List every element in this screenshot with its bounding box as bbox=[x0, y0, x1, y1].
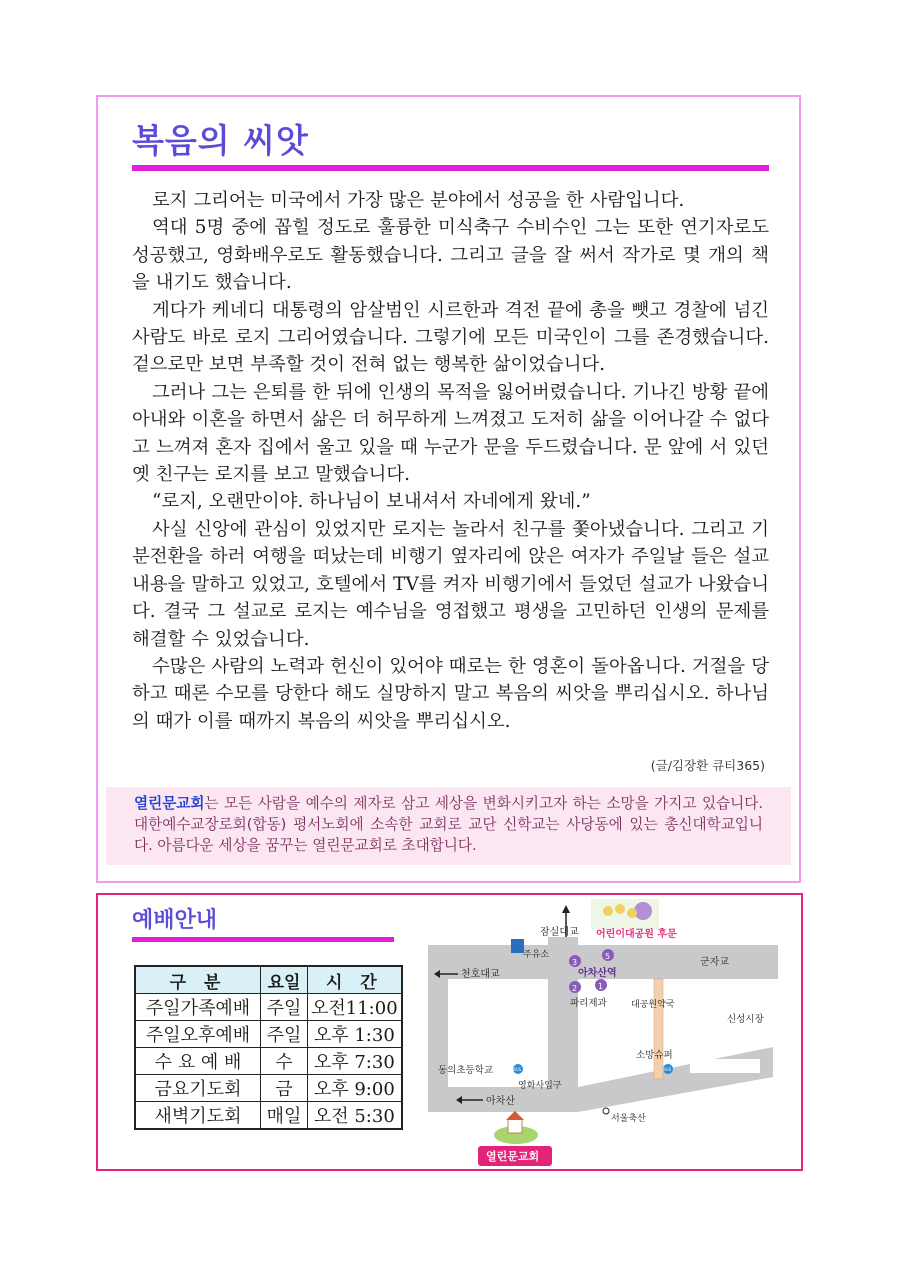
map-park-tree bbox=[615, 904, 625, 914]
service-day: 주일 bbox=[261, 994, 308, 1021]
worship-box bbox=[96, 893, 803, 1171]
article-paragraph: 사실 신앙에 관심이 있었지만 로지는 놀라서 친구를 쫓아냈습니다. 그리고 기분전환을 하러 여행을 떠났는데 비행기 옆자리에 앉은 여자가 주일날 들은 설교 내용을 말하고 있었고, 호텔에서 TV를 켜자 비행기에서 들었던 설교가 나왔습니다. 결국 그 설교로 로지는 예수님을 영접했고 평생을 고민하던 인생의 문제를 해결할 수 있었습니다. bbox=[132, 518, 769, 650]
title-underline bbox=[132, 165, 769, 171]
service-name: 주일오후예배 bbox=[135, 1021, 261, 1048]
map-label-yeonghwa: 영화사입구 bbox=[518, 1081, 562, 1091]
map-street-somang bbox=[654, 979, 663, 1079]
church-name: 열린문교회 bbox=[134, 795, 205, 812]
service-day: 매일 bbox=[261, 1102, 308, 1130]
header-day: 요일 bbox=[261, 966, 308, 994]
service-time: 오전11:00 bbox=[308, 994, 402, 1021]
header-time: 시 간 bbox=[308, 966, 402, 994]
article-paragraph: 수많은 사람의 노력과 헌신이 있어야 때로는 한 영혼이 돌아옵니다. 거절을 당하고 때론 수모를 당한다 해도 실망하지 말고 복음의 씨앗을 뿌리십시오. 하나님의 때가 이를 때까지 복음의 씨앗을 뿌리십시오. bbox=[132, 655, 769, 732]
map-label-achasan: 아차산 bbox=[486, 1096, 515, 1107]
map-label-cheonho: 천호대교 bbox=[461, 969, 500, 980]
service-name: 수 요 예 배 bbox=[135, 1048, 261, 1075]
service-day: 금 bbox=[261, 1075, 308, 1102]
article-box bbox=[96, 95, 801, 883]
church-building-icon bbox=[508, 1119, 522, 1133]
church-intro-text: 는 모든 사람을 예수의 제자로 삼고 세상을 변화시키고자 하는 소망을 가지고 있습니다. 대한예수교장로회(합동) 평서노회에 소속한 교회로 교단 신학교는 사당동에 있는 총신대학교입니다. 아름다운 세상을 꿈꾸는 열린문교회로 초대합니다. bbox=[134, 795, 763, 854]
service-day: 주일 bbox=[261, 1021, 308, 1048]
exit-number: 3 bbox=[572, 958, 578, 967]
map-label-gunja: 군자교 bbox=[700, 957, 729, 968]
service-time: 오전 5:30 bbox=[308, 1102, 402, 1130]
map-label-somang: 소망슈퍼 bbox=[636, 1050, 673, 1061]
church-intro bbox=[106, 787, 791, 865]
article-quote: “로지, 오랜만이야. 하나님이 보내셔서 자네에게 왔네.” bbox=[152, 491, 591, 513]
church-location-map bbox=[428, 897, 778, 1169]
map-label-park: 어린이대공원 후문 bbox=[596, 929, 677, 940]
table-header-row bbox=[135, 966, 402, 994]
article-paragraph: 역대 5명 중에 꼽힐 정도로 훌륭한 미식축구 수비수인 그는 또한 연기자로도 성공했고, 영화배우로도 활동했습니다. 그리고 글을 잘 써서 작가로 몇 개의 책을 내기도 했습니다. bbox=[132, 217, 769, 294]
map-park-umbrella bbox=[634, 902, 652, 920]
service-time: 오후 1:30 bbox=[308, 1021, 402, 1048]
map-label-station: 아차산역 bbox=[578, 968, 617, 979]
table-row bbox=[135, 1075, 402, 1102]
table-row bbox=[135, 1048, 402, 1075]
map-label-dongui: 동의초등학교 bbox=[438, 1065, 494, 1076]
article-paragraph: 게다가 케네디 대통령의 암살범인 시르한과 격전 끝에 총을 뺏고 경찰에 넘긴 사람도 바로 로지 그리어였습니다. 그렇기에 모든 미국인이 그를 존경했습니다. 겉으로만 보면 부족할 것이 전혀 없는 행복한 삶이었습니다. bbox=[132, 299, 769, 376]
worship-schedule-table bbox=[134, 965, 403, 1130]
map-label-jamsil: 잠실대교 bbox=[540, 927, 579, 938]
article-body bbox=[132, 187, 769, 735]
service-name: 주일가족예배 bbox=[135, 994, 261, 1021]
worship-title: 예배안내 bbox=[132, 908, 218, 933]
article-source: (글/김장환 큐티365) bbox=[650, 758, 765, 773]
table-row bbox=[135, 1102, 402, 1130]
map-road-lower bbox=[428, 1047, 773, 1112]
map-label-sinseong: 신성시장 bbox=[727, 1014, 764, 1025]
map-park-tree bbox=[603, 906, 613, 916]
article-paragraph: 로지 그리어는 미국에서 가장 많은 분야에서 성공을 한 사람입니다. bbox=[152, 190, 685, 211]
service-day: 수 bbox=[261, 1048, 308, 1075]
service-time: 오후 7:30 bbox=[308, 1048, 402, 1075]
bus-stop-label: BUS bbox=[663, 1067, 672, 1072]
map-arrow-head bbox=[562, 905, 570, 913]
map-label-church: 열린문교회 bbox=[486, 1150, 540, 1163]
map-label-seoul: 서울축산 bbox=[611, 1114, 646, 1124]
bus-stop-label: BUS bbox=[513, 1067, 522, 1072]
map-label-paris: 파리제과 bbox=[570, 998, 607, 1009]
service-name: 금요기도회 bbox=[135, 1075, 261, 1102]
map-sinseong-block bbox=[690, 1059, 760, 1073]
exit-number: 2 bbox=[572, 984, 578, 993]
map-label-daegong: 대공원약국 bbox=[631, 1000, 675, 1010]
service-time: 오후 9:00 bbox=[308, 1075, 402, 1102]
church-roof-icon bbox=[506, 1111, 524, 1120]
table-row bbox=[135, 1021, 402, 1048]
exit-number: 5 bbox=[605, 952, 611, 961]
worship-underline bbox=[132, 937, 394, 942]
article-paragraph: 그러나 그는 은퇴를 한 뒤에 인생의 목적을 잃어버렸습니다. 기나긴 방황 끝에 아내와 이혼을 하면서 삶은 더 허무하게 느껴졌고 도저히 삶을 이어나갈 수 없다고 느껴져 혼자 집에서 울고 있을 때 누군가 문을 두드렸습니다. 문 앞에 서 있던 옛 친구는 로지를 보고 말했습니다. bbox=[132, 381, 769, 486]
article-title: 복음의 씨앗 bbox=[132, 121, 309, 160]
table-row bbox=[135, 994, 402, 1021]
header-category: 구 분 bbox=[135, 966, 261, 994]
map-shop-marker bbox=[603, 1108, 609, 1114]
map-label-gas: 주유소 bbox=[523, 950, 550, 960]
exit-number: 1 bbox=[598, 982, 604, 991]
map-park-tree bbox=[627, 908, 637, 918]
service-name: 새벽기도회 bbox=[135, 1102, 261, 1130]
